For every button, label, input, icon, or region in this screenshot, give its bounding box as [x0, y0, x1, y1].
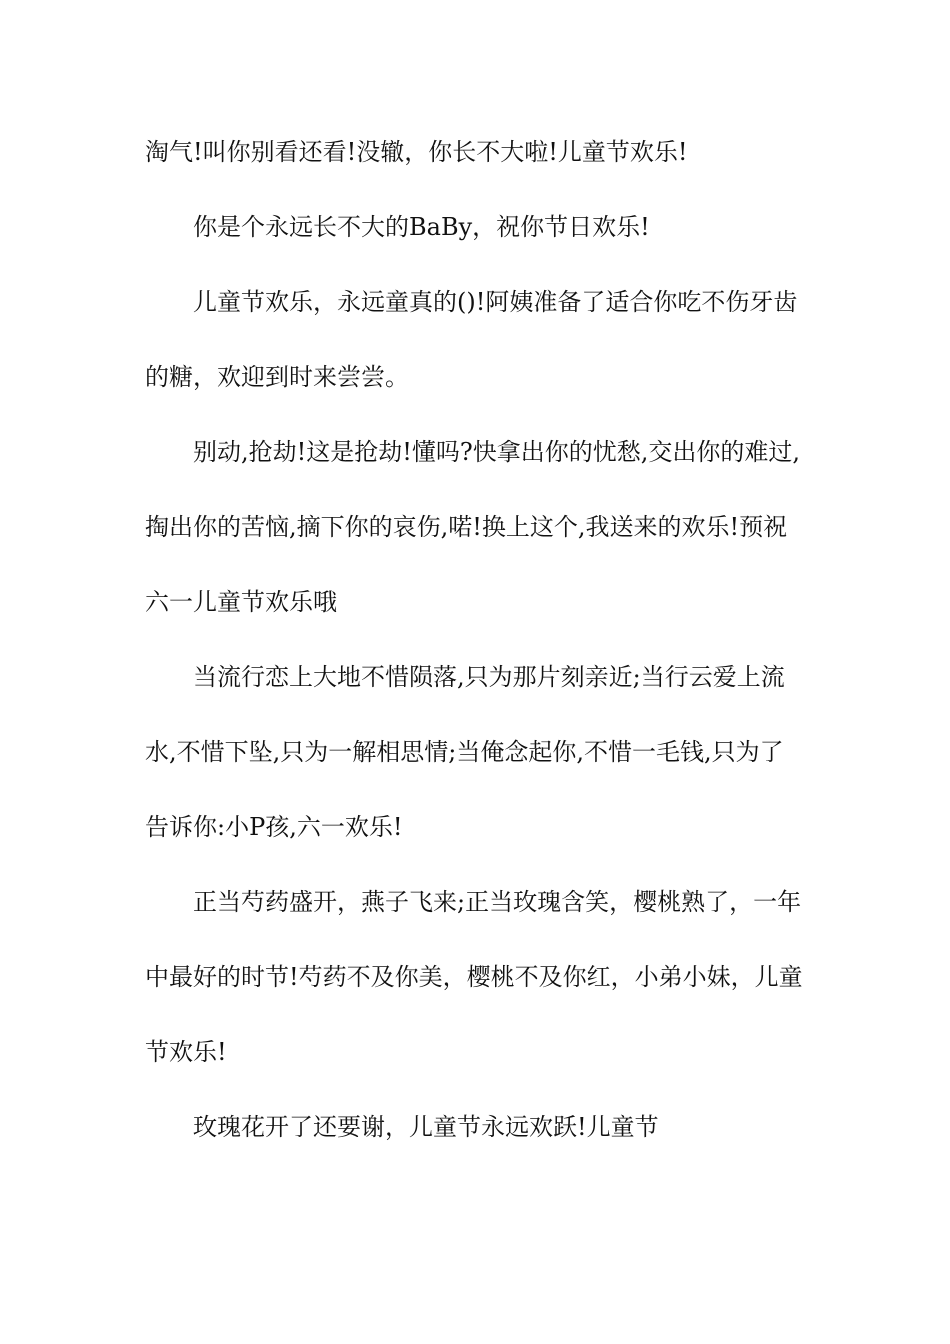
text-line: 六一儿童节欢乐哦	[145, 588, 337, 616]
text-line: 告诉你:小P孩,六一欢乐!	[145, 813, 403, 841]
text-line: 的糖，欢迎到时来尝尝。	[145, 363, 409, 391]
text-line: 儿童节欢乐，永远童真的()!阿姨准备了适合你吃不伤牙齿	[193, 288, 798, 316]
text-line: 当流行恋上大地不惜陨落,只为那片刻亲近;当行云爱上流	[193, 663, 785, 691]
text-line: 你是个永远长不大的BaBy，祝你节日欢乐!	[193, 213, 650, 241]
text-line: 水,不惜下坠,只为一解相思情;当俺念起你,不惜一毛钱,只为了	[145, 738, 784, 766]
text-line: 掏出你的苦恼,摘下你的哀伤,喏!换上这个,我送来的欢乐!预祝	[145, 513, 788, 541]
text-line: 别动,抢劫!这是抢劫!懂吗?快拿出你的忧愁,交出你的难过,	[193, 438, 801, 466]
text-line: 节欢乐!	[145, 1038, 227, 1066]
document-body	[145, 128, 815, 1178]
text-line: 淘气!叫你别看还看!没辙，你长不大啦!儿童节欢乐!	[145, 138, 688, 166]
text-line: 正当芍药盛开，燕子飞来;正当玫瑰含笑，樱桃熟了，一年	[193, 888, 802, 916]
text-line: 玫瑰花开了还要谢，儿童节永远欢跃!儿童节	[193, 1113, 659, 1141]
text-line: 中最好的时节!芍药不及你美，樱桃不及你红，小弟小妹，儿童	[145, 963, 803, 991]
